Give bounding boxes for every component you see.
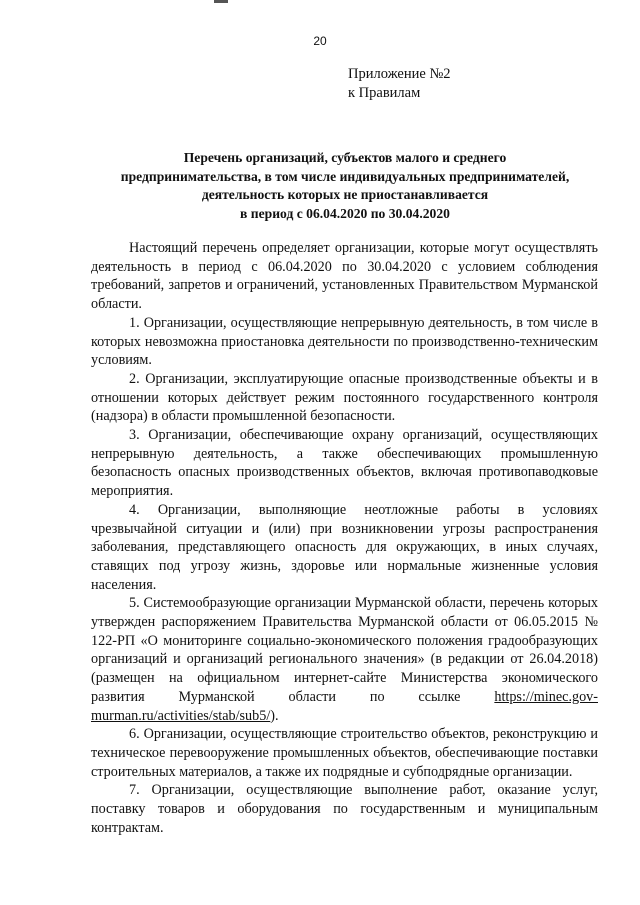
scan-mark xyxy=(214,0,228,3)
title-line-4: в период с 06.04.2020 по 30.04.2020 xyxy=(240,205,450,221)
page-number: 20 xyxy=(313,34,327,48)
document-body xyxy=(91,239,598,838)
list-item-1: 1. Организации, осуществляющие непрерывную деятельность, в том числе в которых невозможна приостановка деятельности по производственно-техническим условиям. xyxy=(91,314,598,369)
title-line-3: деятельность которых не приостанавливается xyxy=(201,187,489,202)
minec-link[interactable]: https://minec.gov-murman.ru/activities/stab/sub5/ xyxy=(91,688,598,724)
list-item-5-end: ). xyxy=(270,707,279,724)
list-item-6: 6. Организации, осуществляющие строительство объектов, реконструкцию и техническое перевооружение промышленных объектов, обеспечивающие поставки строительных материалов, а также их подрядные и субподрядные организации. xyxy=(91,726,598,780)
list-item-5-text: 5. Системообразующие организации Мурманской области, перечень которых утвержден распоряжением Правительства Мурманской области от 06.05.2015 № 122-РП «О мониторинге социально-экономического положения градообразующих организаций и организаций регионального значения» (в редакции от 26.04.2018) (размещен на официальном интернет-сайте Министерства экономического развития Мурманской области по ссылке xyxy=(91,595,598,705)
list-item-5 xyxy=(91,594,598,725)
list-item-2: 2. Организации, эксплуатирующие опасные производственные объекты и в отношении которых действует режим постоянного государственного контроля (надзора) в области промышленной безопасности. xyxy=(91,370,598,425)
appendix-reference: к Правилам xyxy=(348,85,421,101)
list-item-7: 7. Организации, осуществляющие выполнение работ, оказание услуг, поставку товаров и оборудования по государственным и муниципальным контрактам. xyxy=(91,782,598,836)
list-item-4: 4. Организации, выполняющие неотложные работы в условиях чрезвычайной ситуации и (или) при возникновении угрозы распространения заболевания, представляющего опасность для окружающих, в иных случаях, ставящих под угрозу жизнь, здоровье или нормальные жизненные условия населения. xyxy=(91,501,598,593)
intro-paragraph: Настоящий перечень определяет организации, которые могут осуществлять деятельность в период с 06.04.2020 по 30.04.2020 с условием соблюдения требований, запретов и ограничений, установленных Правительством Мурманской области. xyxy=(91,240,598,313)
appendix-label: Приложение №2 xyxy=(348,66,451,82)
appendix-note xyxy=(348,65,451,103)
title-line-2: предпринимательства, в том числе индивидуальных предпринимателей, xyxy=(120,168,570,184)
title-line-1: Перечень организаций, субъектов малого и среднего xyxy=(183,150,507,165)
document-title xyxy=(80,149,610,223)
list-item-3: 3. Организации, обеспечивающие охрану организаций, осуществляющих непрерывную деятельность, а также обеспечивающих промышленную безопасность опасных производственных объектов, включая противопаводковые мероприятия. xyxy=(91,427,598,500)
